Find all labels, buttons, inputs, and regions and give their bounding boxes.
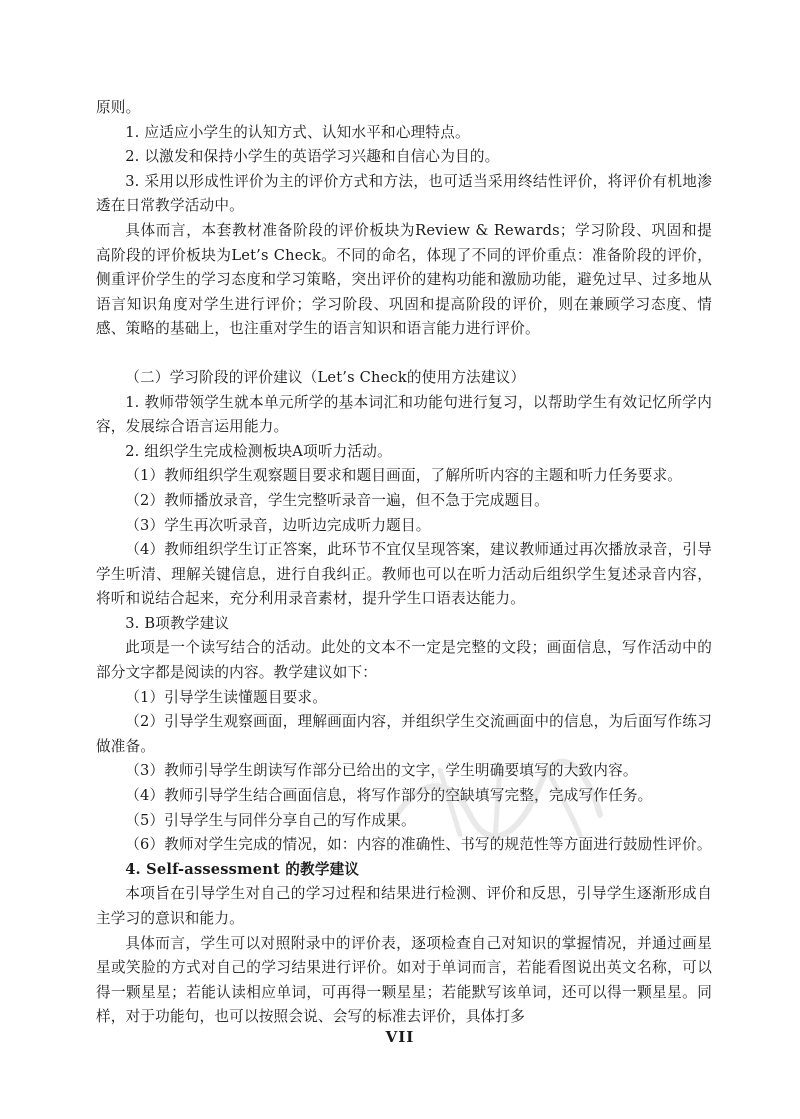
paragraph: 4. Self-assessment 的教学建议 (125, 860, 360, 878)
paragraph: 3. B项教学建议 (125, 614, 230, 632)
paragraph: （1）教师组织学生观察题目要求和题目画面，了解所听内容的主题和听力任务要求。 (125, 467, 683, 485)
paragraph: （6）教师对学生完成的情况，如：内容的准确性、书写的规范性等方面进行鼓励性评价。 (125, 836, 712, 854)
paragraph: （3）教师引导学生朗读写作部分已给出的文字，学生明确要填写的大致内容。 (125, 762, 638, 780)
page-body (96, 96, 712, 1030)
paragraph: 1. 教师带领学生就本单元所学的基本词汇和功能句进行复习，以帮助学生有效记忆所学内容，发展综合语言运用能力。 (96, 393, 712, 436)
paragraph: 此项是一个读写结合的活动。此处的文本不一定是完整的文段；画面信息，写作活动中的部分文字都是阅读的内容。教学建议如下： (96, 639, 712, 682)
section-heading: （二）学习阶段的评价建议（Let’s Check的使用方法建议） (125, 368, 526, 386)
section-learning-stage-evaluation (96, 366, 712, 1030)
paragraph: 原则。 (96, 99, 141, 116)
paragraph: 具体而言，学生可以对照附录中的评价表，逐项检查自己对知识的掌握情况，并通过画星星或笑脸的方式对自己的学习结果进行评价。如对于单词而言，若能看图说出英文名称，可以得一颗星星；若能认读相应单词，可再得一颗星星；若能默写该单词，还可以得一颗星星。同样，对于功能句，也可以按照会说、会写的标准去评价，具体打多 (96, 934, 712, 1026)
section-gap (96, 342, 712, 366)
paragraph: （3）学生再次听录音，边听边完成听力题目。 (125, 516, 431, 534)
paragraph: 具体而言，本套教材准备阶段的评价板块为Review & Rewards；学习阶段、巩固和提高阶段的评价板块为Let’s Check。不同的命名，体现了不同的评价重点：准备阶段的评价，侧重评价学生的学习态度和学习策略，突出评价的建构功能和激励功能，避免过早、过多地从语言知识角度对学生进行评价；学习阶段、巩固和提高阶段的评价，则在兼顾学习态度、情感、策略的基础上，也注重对学生的语言知识和语言能力进行评价。 (96, 221, 712, 338)
section-principles (96, 96, 712, 342)
paragraph: （4）教师组织学生订正答案，此环节不宜仅呈现答案，建议教师通过再次播放录音，引导学生听清、理解关键信息，进行自我纠正。教师也可以在听力活动后组织学生复述录音内容，将听和说结合起来，充分利用录音素材，提升学生口语表达能力。 (96, 541, 712, 608)
paragraph: 本项旨在引导学生对自己的学习过程和结果进行检测、评价和反思，引导学生逐渐形成自主学习的意识和能力。 (96, 885, 712, 927)
paragraph: 2. 以激发和保持小学生的英语学习兴趣和自信心为目的。 (125, 148, 500, 166)
page-number: VII (385, 1028, 415, 1046)
paragraph: （2）引导学生观察画面，理解画面内容，并组织学生交流画面中的信息，为后面写作练习做准备。 (96, 713, 712, 755)
paragraph: 3. 采用以形成性评价为主的评价方式和方法，也可适当采用终结性评价，将评价有机地渗透在日常教学活动中。 (96, 172, 712, 215)
paragraph: 2. 组织学生完成检测板块A项听力活动。 (125, 442, 392, 460)
paragraph: （2）教师播放录音，学生完整听录音一遍，但不急于完成题目。 (125, 491, 549, 509)
paragraph: （5）引导学生与同伴分享自己的写作成果。 (125, 811, 416, 829)
paragraph: （1）引导学生读懂题目要求。 (125, 688, 327, 706)
paragraph: 1. 应适应小学生的认知方式、认知水平和心理特点。 (125, 123, 470, 141)
paragraph: （4）教师引导学生结合画面信息，将写作部分的空缺填写完整，完成写作任务。 (125, 787, 653, 805)
